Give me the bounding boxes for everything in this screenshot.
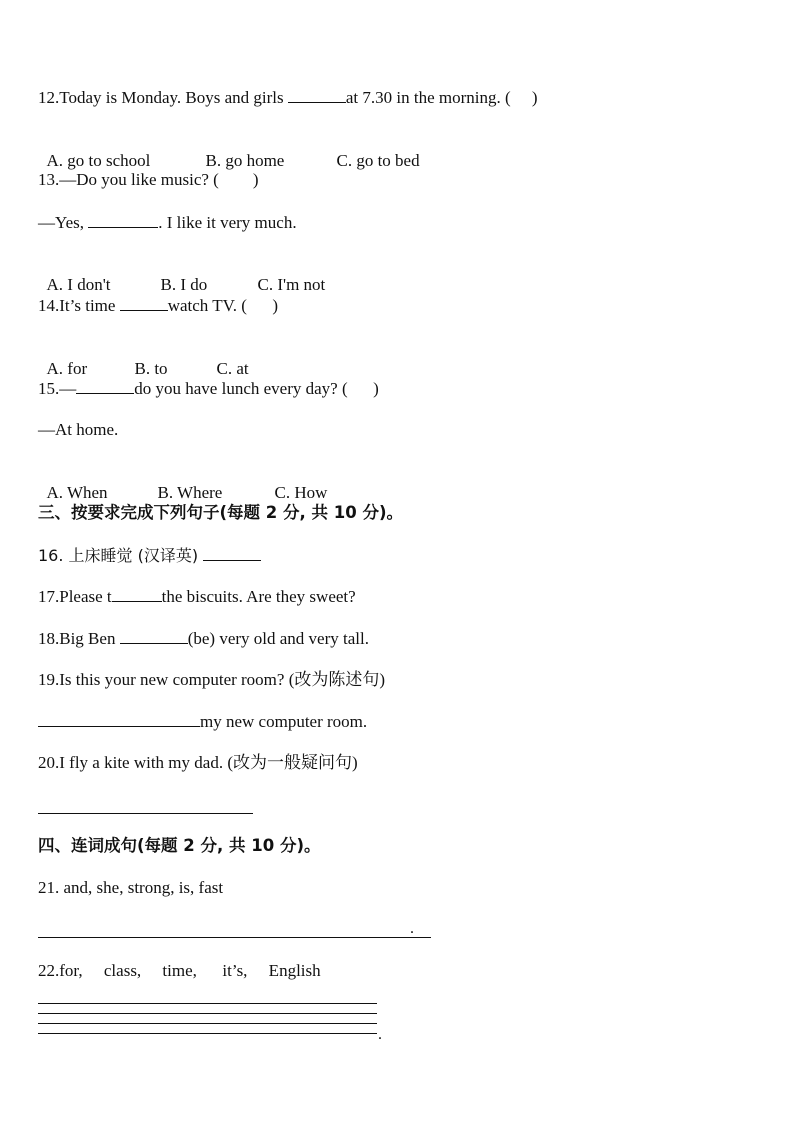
q15-reply: —At home. (38, 420, 119, 439)
q21-end-period: . (410, 920, 414, 937)
q12-options (38, 128, 420, 172)
q16-answer-blank[interactable] (203, 544, 261, 561)
q17-answer-blank[interactable] (112, 585, 162, 602)
q13-option-b[interactable]: B. I do (160, 275, 208, 294)
q22-answer-line-1[interactable] (38, 1003, 377, 1004)
q21-answer-line[interactable] (38, 937, 431, 938)
q15-answer-blank[interactable] (76, 377, 134, 394)
q14-stem-pre: 14.It’s time (38, 296, 120, 315)
q14-stem (38, 294, 278, 317)
q19-answer-blank[interactable] (38, 710, 200, 727)
q22-end-period: . (378, 1026, 382, 1043)
q16-stem (38, 544, 261, 567)
q19-answer-post: my new computer room. (200, 712, 368, 731)
q22-stem: 22.for, class, time, it’s, English (38, 961, 321, 980)
q22-answer-line-3[interactable] (38, 1023, 377, 1024)
q22-answer-line-4[interactable] (38, 1033, 377, 1034)
q15-stem (38, 377, 379, 400)
q19-answer (38, 710, 367, 733)
section4-heading: 四、连词成句(每题 2 分, 共 10 分)。 (38, 836, 321, 855)
q17-stem (38, 585, 356, 608)
q17-stem-pre: 17.Please t (38, 587, 112, 606)
q14-stem-post: watch TV. ( ) (167, 296, 279, 315)
q21-stem: 21. and, she, strong, is, fast (38, 878, 224, 897)
q13-prompt: 13.—Do you like music? ( ) (38, 170, 259, 189)
q13-answer-blank[interactable] (88, 211, 158, 228)
q12-option-a[interactable]: A. go to school (46, 151, 151, 170)
q20-answer-line[interactable] (38, 813, 253, 814)
q18-answer-blank[interactable] (120, 627, 188, 644)
q18-stem (38, 627, 369, 650)
q19-stem: 19.Is this your new computer room? (改为陈述句) (38, 670, 386, 689)
q14-answer-blank[interactable] (120, 294, 168, 311)
q22-answer-line-2[interactable] (38, 1013, 377, 1014)
q13-reply-post: . I like it very much. (158, 213, 297, 232)
q12-option-b[interactable]: B. go home (205, 151, 285, 170)
q12-stem-pre: 12.Today is Monday. Boys and girls (38, 88, 288, 107)
q14-option-b[interactable]: B. to (134, 359, 168, 378)
q14-option-a[interactable]: A. for (46, 359, 88, 378)
q14-option-c[interactable]: C. at (216, 359, 249, 378)
q12-stem (38, 86, 538, 109)
q12-stem-post: at 7.30 in the morning. ( ) (345, 88, 538, 107)
q13-reply (38, 211, 297, 234)
q17-stem-post: the biscuits. Are they sweet? (161, 587, 356, 606)
q12-option-c[interactable]: C. go to bed (336, 151, 420, 170)
q13-reply-pre: —Yes, (38, 213, 89, 232)
q14-options (38, 336, 249, 380)
q13-options (38, 252, 325, 296)
q20-stem: 20.I fly a kite with my dad. (改为一般疑问句) (38, 753, 358, 772)
q18-stem-post: (be) very old and very tall. (187, 629, 369, 648)
q12-answer-blank[interactable] (288, 86, 346, 103)
q15-option-c[interactable]: C. How (274, 483, 328, 502)
q15-stem-post: do you have lunch every day? ( ) (134, 379, 379, 398)
q15-option-a[interactable]: A. When (46, 483, 108, 502)
q15-option-b[interactable]: B. Where (157, 483, 223, 502)
q13-option-c[interactable]: C. I'm not (257, 275, 326, 294)
q18-stem-pre: 18.Big Ben (38, 629, 120, 648)
section3-heading: 三、按要求完成下列句子(每题 2 分, 共 10 分)。 (38, 503, 404, 522)
q15-stem-pre: 15.— (38, 379, 77, 398)
q13-option-a[interactable]: A. I don't (46, 275, 111, 294)
q16-text: 16. 上床睡觉 (汉译英) (38, 546, 204, 565)
q15-options (38, 460, 327, 504)
